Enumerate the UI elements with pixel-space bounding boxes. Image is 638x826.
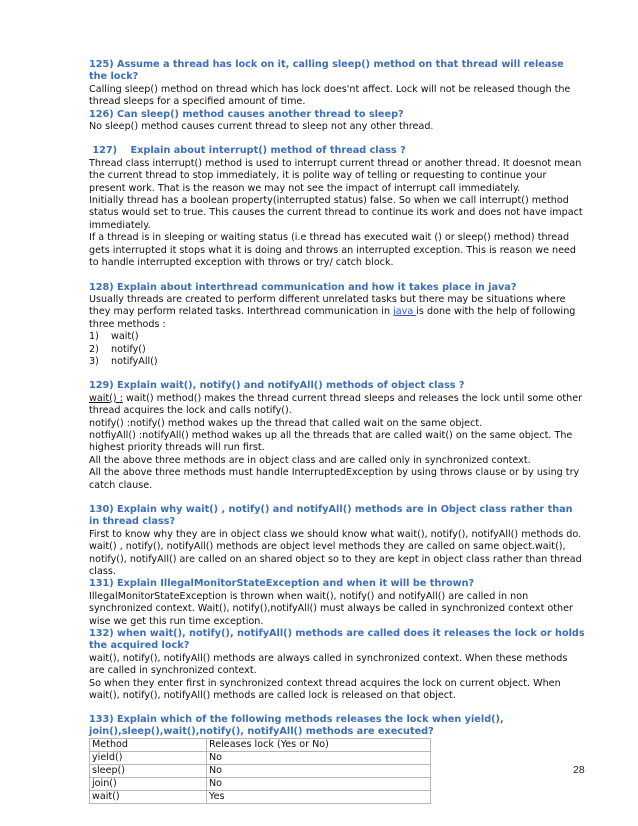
list-number: 2): [89, 343, 99, 355]
list-item: [89, 356, 585, 368]
table-header-row: [90, 739, 431, 752]
answer-127-para-3: If a thread is in sleeping or waiting status (i.e thread has executed wait () or sleep() method) thread gets interrupted it stops what it is doing and throws an interrupted exception. This is reason we need to handle interrupted exception with throws or try/ catch block.: [89, 232, 576, 269]
answer-131: IllegalMonitorStateException is thrown when wait(), notify() and notifyAll() are called in non synchronized context. Wait(), notify(),notifyAll() must always be called in synchronized context other wise we get this run time exception.: [89, 590, 573, 627]
table-cell: Releases lock (Yes or No): [207, 739, 431, 752]
java-link[interactable]: java: [393, 306, 417, 318]
answer-125: Calling sleep() method on thread which has lock does'nt affect. Lock will not be released though the thread sleeps for a specified amount of time.: [89, 83, 571, 108]
answer-129-para-3: notfiyAll() :notifyAll() method wakes up all the threads that are called wait() on the same object. The highest priority threads will run first.: [89, 429, 573, 454]
page-number: 28: [573, 764, 585, 776]
table-cell: No: [207, 765, 431, 778]
question-131-heading: 131) Explain IllegalMonitorStateException and when it will be thrown?: [89, 578, 475, 590]
question-130-heading: 130) Explain why wait() , notify() and notifyAll() methods are in Object class rather than in thread class?: [89, 504, 573, 528]
wait-term: wait() :: [89, 392, 123, 404]
method-list: [89, 331, 585, 368]
question-132-heading: 132) when wait(), notify(), notifyAll() methods are called does it releases the lock or holds the acquired lock?: [89, 628, 585, 652]
table-row: [90, 791, 431, 804]
table-cell: No: [207, 778, 431, 791]
answer-129-para-1: [89, 393, 585, 418]
table-cell: Method: [90, 739, 207, 752]
question-129-heading: 129) Explain wait(), notify() and notifyAll() methods of object class ?: [89, 380, 465, 392]
table-cell: No: [207, 752, 431, 765]
question-133-heading: 133) Explain which of the following methods releases the lock when yield(), join(),sleep(),wait(),notify(), notifyAll() methods are executed?: [89, 713, 504, 737]
answer-129-para-2: notify() :notify() method wakes up the thread that called wait on the same object.: [89, 417, 483, 429]
table-cell: join(): [90, 778, 207, 791]
answer-128: [89, 294, 585, 331]
question-126-heading: 126) Can sleep() method causes another thread to sleep?: [89, 108, 404, 120]
answer-129-para-5: All the above three methods must handle InterruptedException by using throws clause or by using try catch clause.: [89, 467, 580, 491]
page-content: [89, 59, 585, 804]
lock-release-table: [89, 738, 431, 804]
table-row: [90, 778, 431, 791]
table-cell: wait(): [90, 791, 207, 804]
answer-127-para-2: Initially thread has a boolean property(interrupted status) false. So when we call interrupt() method status would set to true. This causes the current thread to continue its work and does not have impact immediately.: [89, 195, 583, 231]
list-item: [89, 344, 585, 356]
answer-128-text-b: is done with the help of following three methods :: [89, 306, 576, 330]
spacer: [89, 492, 585, 504]
table-row: [90, 765, 431, 778]
spacer: [89, 703, 585, 714]
wait-description: wait() method() makes the thread current thread sleeps and releases the lock until some other thread acquires the lock and calls notify().: [89, 392, 583, 417]
question-127-heading: 127) Explain about interrupt() method of thread class ?: [89, 145, 406, 157]
answer-126: No sleep() method causes current thread to sleep not any other thread.: [89, 121, 434, 133]
answer-128-text-a: Usually threads are created to perform different unrelated tasks but there may be situations where they may perform related tasks. Interthread communication in: [89, 293, 566, 318]
list-number: 1): [89, 331, 99, 343]
list-number: 3): [89, 355, 99, 367]
list-text: notify(): [111, 343, 146, 355]
answer-127-para-1: Thread class interrupt() method is used to interrupt current thread or another thread. It doesnot mean the current thread to stop immediately, it is polite way of telling or requesting to continue your present work. That is the reason we may not see the impact of interrupt call immediately.: [89, 157, 582, 194]
spacer: [89, 368, 585, 380]
answer-132-para-1: wait(), notify(), notifyAll() methods are always called in synchronized context. When these methods are called in synchronized context.: [89, 652, 568, 677]
list-text: notifyAll(): [111, 355, 158, 367]
answer-132-para-2: So when they enter first in synchronized context thread acquires the lock on current object. When wait(), notify(), notifyAll() methods are called lock is released on that object.: [89, 677, 561, 702]
table-cell: yield(): [90, 752, 207, 765]
question-125-heading: 125) Assume a thread has lock on it, calling sleep() method on that thread will release the lock?: [89, 59, 564, 83]
spacer: [89, 133, 585, 145]
list-item: [89, 331, 585, 343]
list-text: wait(): [111, 331, 139, 343]
answer-129-para-4: All the above three methods are in object class and are called only in synchronized context.: [89, 454, 531, 466]
question-128-heading: 128) Explain about interthread communication and how it takes place in java?: [89, 281, 517, 293]
table-cell: Yes: [207, 791, 431, 804]
answer-130: First to know why they are in object class we should know what wait(), notify(), notifyAll() methods do. wait() , notify(), notifyAll() methods are object level methods they are called on same object.wait(), notify(), notifyAll() are called on an shared object so to they are kept in object class rather than thread class.: [89, 528, 582, 578]
table-row: [90, 752, 431, 765]
table-cell: sleep(): [90, 765, 207, 778]
spacer: [89, 270, 585, 282]
